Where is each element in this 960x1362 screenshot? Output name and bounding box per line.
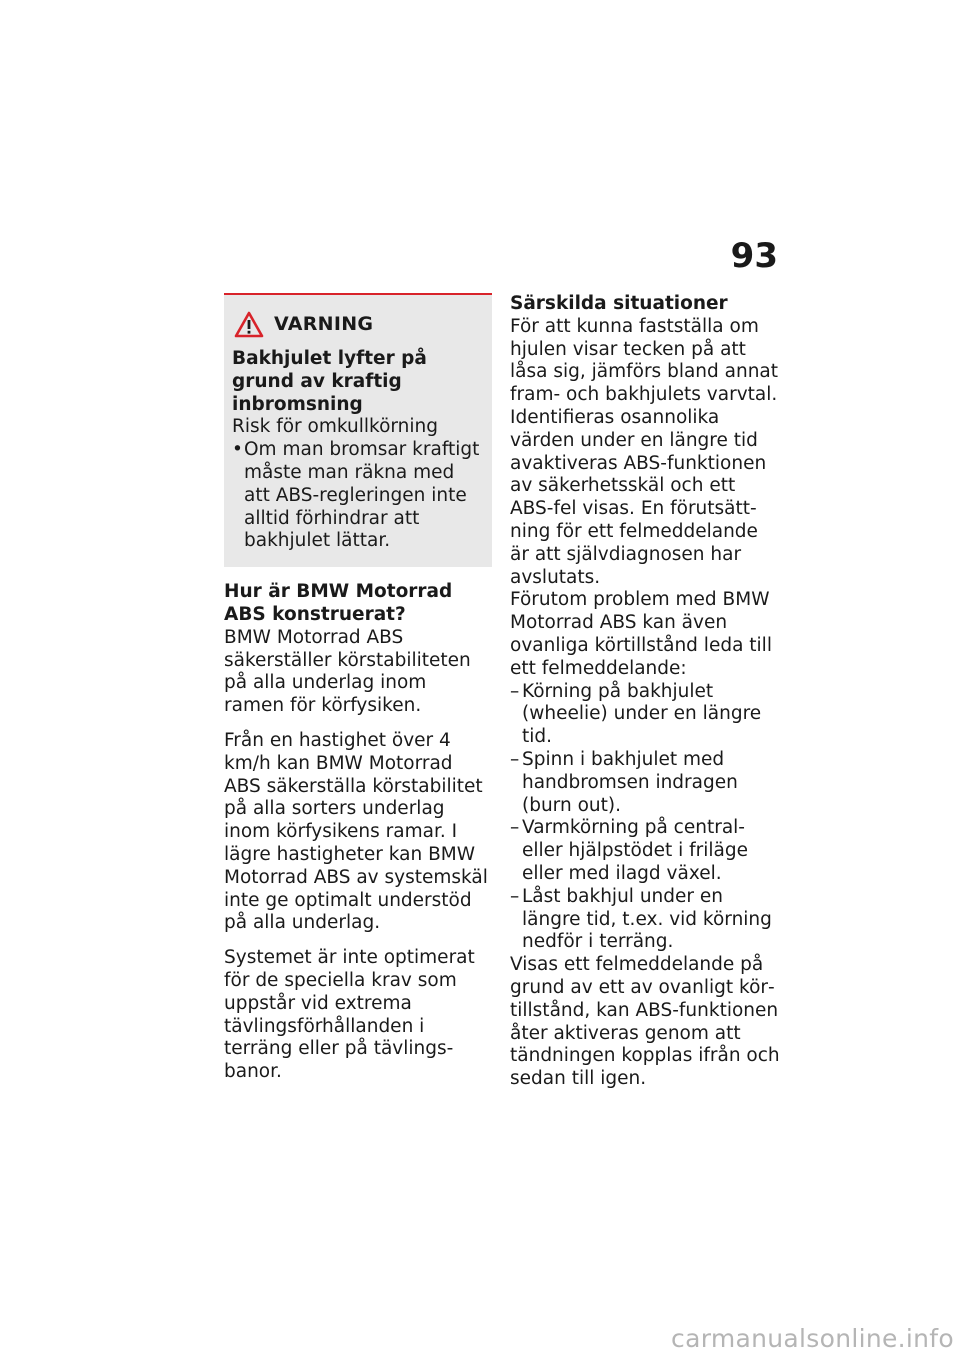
list-item: – Varmkörning på central- eller hjälpstödet i friläge eller med ilagd växel. [510, 817, 782, 885]
list-item: – Spinn i bakhjulet med handbromsen indragen (burn out). [510, 749, 782, 817]
section-heading-special-situations: Särskilda situationer [510, 293, 728, 314]
paragraph: Från en hastighet över 4 km/h kan BMW Motorrad ABS säkerställa körstabilitet på alla sorters underlag inom körfysikens ramar. I lägre hastigheter kan BMW Motorrad ABS av systemskäl inte ge optimalt understöd på alla underlag. [224, 729, 488, 934]
list-item: • Om man bromsar kraftigt måste man räkna med att ABS-regleringen inte alltid förhindrar att bakhjulet lättar. [232, 439, 484, 553]
warning-box [224, 293, 492, 567]
paragraph: Systemet är inte optimerat för de speciella krav som uppstår vid extrema tävlingsförhållanden i terräng eller på tävlingsbanor. [224, 947, 475, 1083]
warning-title: Bakhjulet lyfter på grund av kraftig inbromsning [232, 348, 427, 415]
paragraph: Förutom problem med BMW Motorrad ABS kan även ovanliga körtillstånd leda till ett felmeddelande: [510, 589, 772, 679]
list-item: – Låst bakhjul under en längre tid, t.ex. vid körning nedför i terräng. [510, 886, 782, 954]
paragraph: För att kunna fastställa om hjulen visar tecken på att låsa sig, jämförs bland annat fram- och bakhjulets varvtal. Identifieras osannolika värden under en längre tid avaktiveras ABS-funktionen av säkerhetsskäl och ett ABS-fel visas. En förutsättning för ett felmeddelande är att självdiagnosen har avslutats. [510, 315, 779, 588]
paragraph: Visas ett felmeddelande på grund av ett av ovanligt körtillstånd, kan ABS-funktionen åter aktiveras genom att tändningen kopplas ifrån och sedan till igen. [510, 954, 780, 1090]
watermark-link[interactable]: carmanualsonline.info [671, 1324, 954, 1353]
warning-header [232, 311, 484, 338]
warning-subtitle: Risk för omkullkörning [232, 416, 439, 438]
paragraph: BMW Motorrad ABS säkerställer körstabiliteten på alla underlag inom ramen för körfysiken. [224, 626, 471, 717]
warning-label: VARNING [274, 313, 374, 336]
section-heading-abs: Hur är BMW Motorrad ABS konstruerat? [224, 581, 453, 625]
page-number: 93 [730, 236, 778, 276]
warning-list [232, 439, 484, 553]
conditions-list [510, 681, 782, 955]
list-item: – Körning på bakhjulet (wheelie) under en längre tid. [510, 681, 782, 749]
left-column [224, 293, 492, 1096]
warning-triangle-icon [234, 311, 264, 338]
right-column [510, 293, 782, 1103]
